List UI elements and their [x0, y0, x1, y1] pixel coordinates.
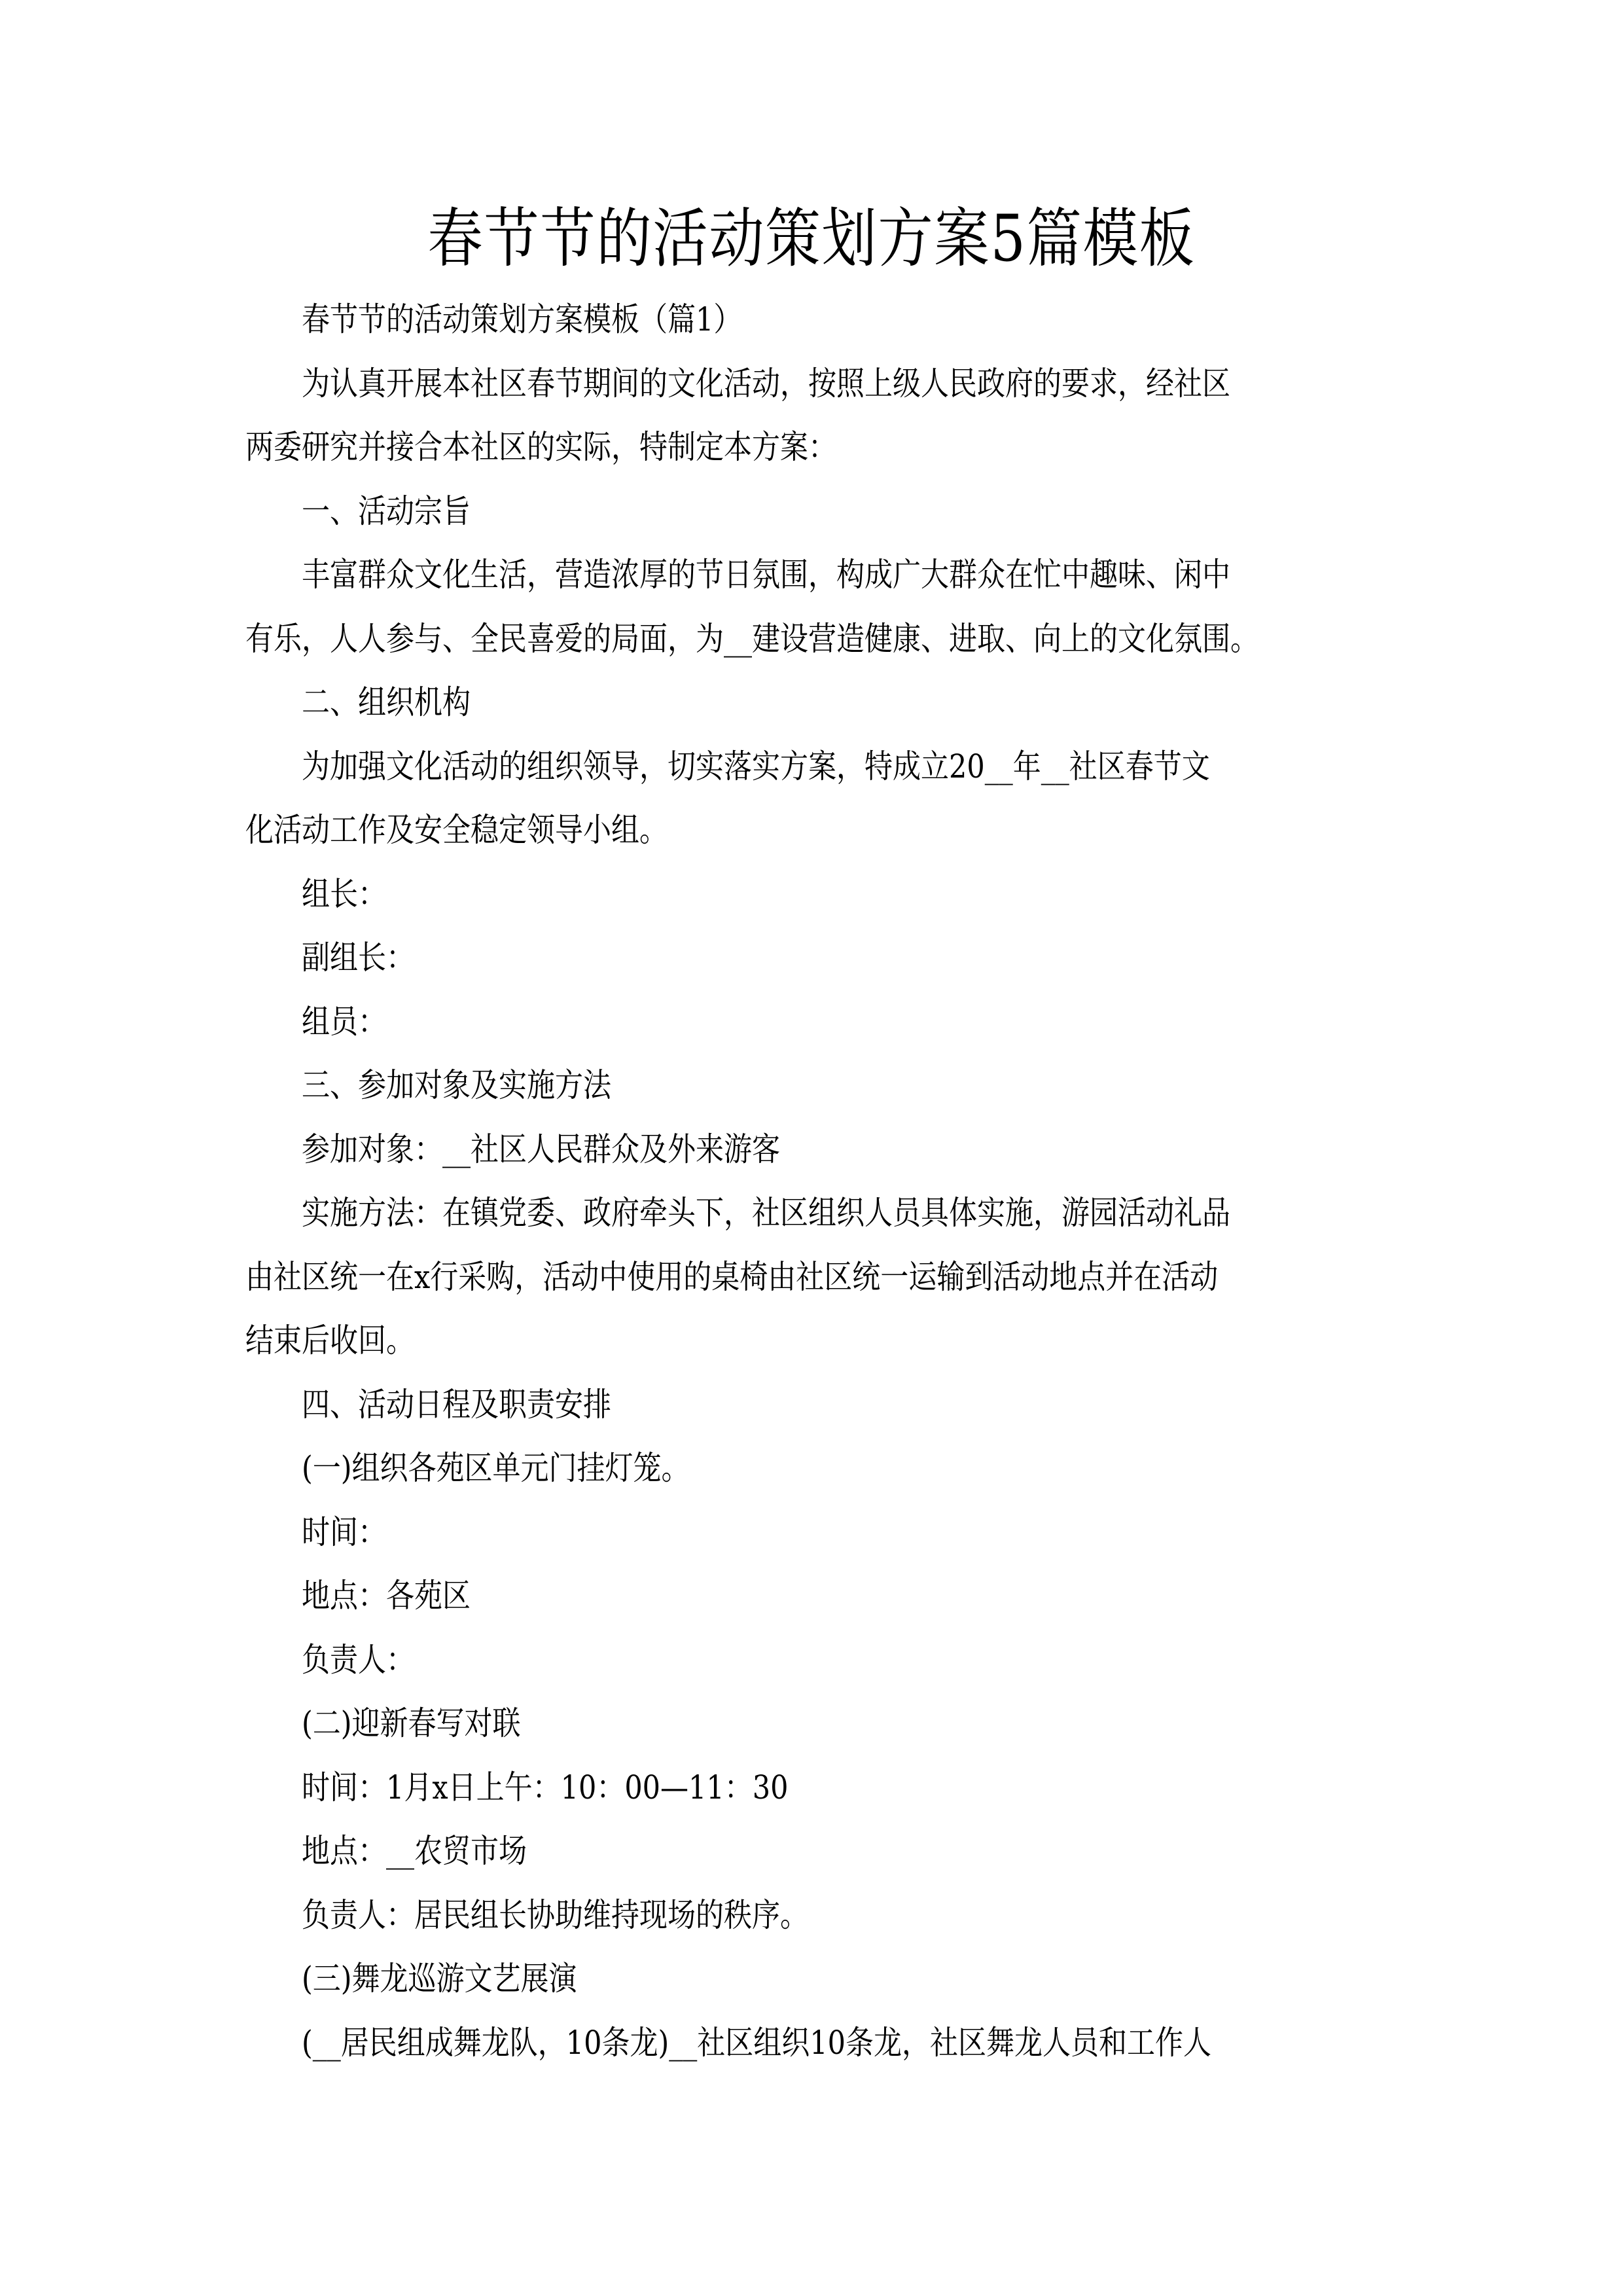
field-label: 地点：__农贸市场	[302, 1832, 527, 1870]
section-heading: 四、活动日程及职责安排	[302, 1385, 611, 1424]
document-body	[245, 288, 1391, 2075]
paragraph-line: 实施方法：在镇党委、政府牵头下，社区组织人员具体实施，游园活动礼品	[302, 1194, 1230, 1232]
subsection-heading: (二)迎新春写对联	[302, 1704, 521, 1742]
paragraph-line: 参加对象：__社区人民群众及外来游客	[302, 1130, 780, 1168]
subsection-heading: (一)组织各苑区单元门挂灯笼。	[302, 1449, 690, 1487]
section-heading: 二、组织机构	[302, 683, 471, 721]
paragraph-line: 化活动工作及安全稳定领导小组。	[245, 811, 668, 849]
paragraph-line: 丰富群众文化生活，营造浓厚的节日氛围，构成广大群众在忙中趣味、闲中	[302, 556, 1230, 594]
document-title: 春节节的活动策划方案5篇模板	[427, 202, 1196, 276]
field-label: 组长：	[302, 874, 386, 913]
paragraph-line: 有乐，人人参与、全民喜爱的局面，为__建设营造健康、进取、向上的文化氛围。	[245, 619, 1258, 658]
section-subtitle: 春节节的活动策划方案模板（篇1）	[302, 300, 742, 338]
paragraph-line: (__居民组成舞龙队，10条龙)__社区组织10条龙，社区舞龙人员和工作人	[302, 2023, 1211, 2062]
paragraph-line: 为加强文化活动的组织领导，切实落实方案，特成立20__年__社区春节文	[302, 747, 1210, 785]
paragraph-line: 由社区统一在x行采购，活动中使用的桌椅由社区统一运输到活动地点并在活动	[245, 1257, 1219, 1296]
field-label: 时间：	[302, 1513, 386, 1551]
field-label: 地点：各苑区	[302, 1577, 471, 1615]
intro-paragraph-line: 两委研究并接合本社区的实际，特制定本方案：	[245, 428, 836, 466]
field-label: 负责人：居民组长协助维持现场的秩序。	[302, 1895, 808, 1934]
field-label: 组员：	[302, 1002, 386, 1041]
section-heading: 三、参加对象及实施方法	[302, 1066, 611, 1104]
section-heading: 一、活动宗旨	[302, 492, 471, 530]
field-label: 副组长：	[302, 939, 414, 977]
field-label: 时间：1月x日上午：10：00—11：30	[302, 1768, 789, 1806]
field-label: 负责人：	[302, 1640, 414, 1679]
intro-paragraph-line: 为认真开展本社区春节期间的文化活动，按照上级人民政府的要求，经社区	[302, 364, 1230, 403]
subsection-heading: (三)舞龙巡游文艺展演	[302, 1960, 577, 1998]
paragraph-line: 结束后收回。	[245, 1321, 414, 1359]
